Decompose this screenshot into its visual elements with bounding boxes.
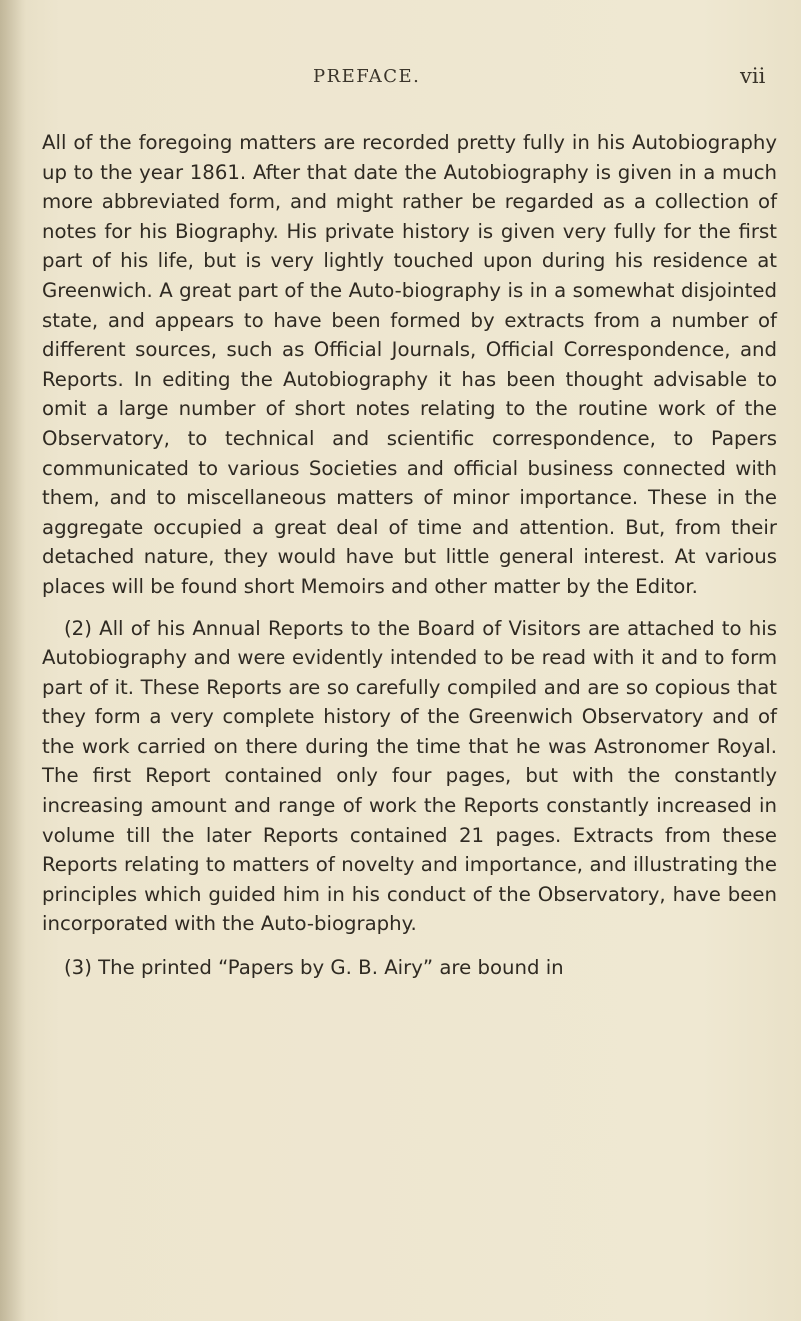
page-header bbox=[0, 66, 801, 96]
page-number: vii bbox=[740, 64, 766, 88]
running-head: PREFACE. bbox=[313, 66, 421, 87]
body-text bbox=[42, 128, 777, 983]
gutter-shadow bbox=[0, 0, 26, 1321]
paragraph-2: (2) All of his Annual Reports to the Board of Visitors are attached to his Autobiography and were evidently intended to be read with it and to form part of it. These Reports are so carefully compiled and are so copious that they form a very complete history of the Greenwich Observatory and of the work carried on there during the time that he was Astronomer Royal. The first Report contained only four pages, but with the constantly increasing amount and range of work the Reports constantly increased in volume till the later Reports contained 21 pages. Extracts from these Reports relating to matters of novelty and importance, and illustrating the principles which guided him in his conduct of the Observatory, have been incorporated with the Auto-biography. bbox=[42, 616, 777, 936]
paragraph-1: All of the foregoing matters are recorded pretty fully in his Autobiography up to the year 1861. After that date the Autobiography is given in a much more abbreviated form, and might rather be regarded as a collection of notes for his Biography. His private history is given very fully for the first part of his life, but is very lightly touched upon during his residence at Greenwich. A great part of the Auto-biography is in a somewhat disjointed state, and appears to have been formed by extracts from a number of different sources, such as Official Journals, Official Correspondence, and Reports. In editing the Autobiography it has been thought advisable to omit a large number of short notes relating to the routine work of the Observatory, to technical and scientific correspondence, to Papers communicated to various Societies and official business connected with them, and to miscellaneous matters of minor importance. These in the aggregate occupied a great deal of time and attention. But, from their detached nature, they would have but little general interest. At various places will be found short Memoirs and other matter by the Editor. bbox=[42, 131, 777, 598]
paragraph-3: (3) The printed “Papers by G. B. Airy” are bound in bbox=[64, 956, 564, 980]
